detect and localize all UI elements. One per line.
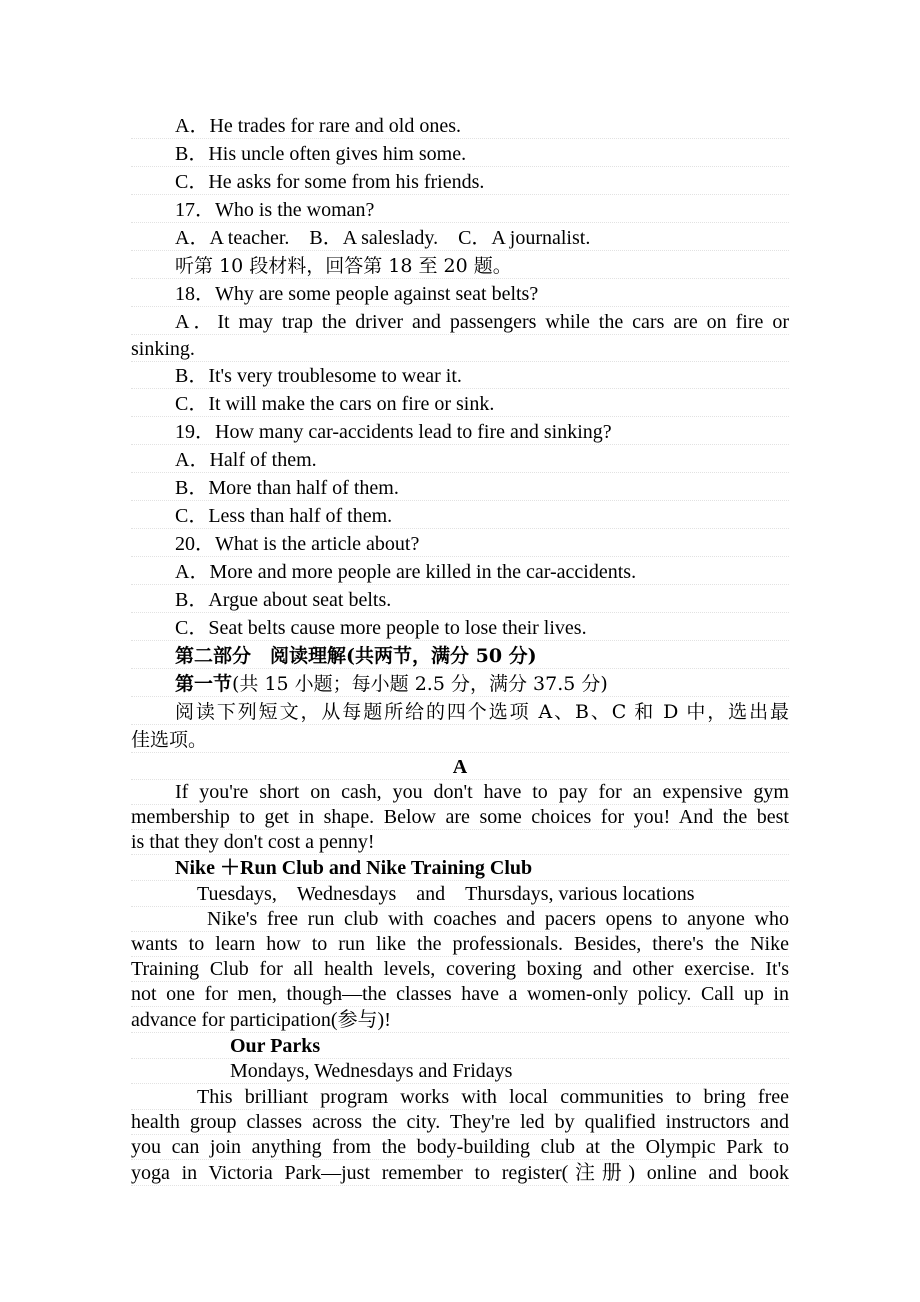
text-line [131, 169, 789, 195]
text-line [131, 727, 789, 753]
text-line [131, 503, 789, 529]
text-line [131, 779, 789, 805]
text-line [131, 699, 789, 725]
text-line [131, 1134, 789, 1160]
text-line [131, 804, 789, 830]
text-line [131, 197, 789, 223]
text-line [131, 1109, 789, 1135]
line-text: 第二部分 阅读理解(共两节，满分 50 分) [175, 645, 537, 667]
text-line [131, 829, 789, 855]
text-line [131, 559, 789, 585]
line-text: A．It may trap the driver and passengers while the cars are on fire or [175, 311, 789, 333]
line-text: B．Argue about seat belts. [175, 589, 392, 611]
text-line [131, 1160, 789, 1186]
line-text: 19．How many car-accidents lead to fire and sinking? [175, 421, 612, 443]
line-text: If you're short on cash, you don't have to pay for an expensive gym [175, 781, 789, 803]
text-line [131, 1084, 789, 1110]
line-text: B．It's very troublesome to wear it. [175, 365, 462, 387]
line-text: is that they don't cost a penny! [131, 831, 375, 853]
text-line [131, 956, 789, 982]
heading-line [131, 754, 789, 780]
line-text: membership to get in shape. Below are some choices for you! And the best [131, 806, 789, 828]
line-text: Mondays, Wednesdays and Fridays [230, 1060, 513, 1082]
line-text: A．More and more people are killed in the car-accidents. [175, 561, 637, 583]
line-text: not one for men, though—the classes have a women-only policy. Call up in [131, 983, 789, 1005]
text-line [131, 447, 789, 473]
text-line [131, 391, 789, 417]
line-text: B．His uncle often gives him some. [175, 143, 467, 165]
line-text: B．More than half of them. [175, 477, 399, 499]
heading-line [131, 1033, 789, 1059]
text-line [131, 1007, 789, 1033]
text-line [131, 475, 789, 501]
line-text: A．A teacher. B．A saleslady. C．A journalist. [175, 227, 591, 249]
text-line [131, 113, 789, 139]
heading-line [131, 855, 789, 881]
line-text: 佳选项。 [131, 729, 208, 751]
text-line [131, 309, 789, 335]
text-line [131, 981, 789, 1007]
line-text: C．It will make the cars on fire or sink. [175, 393, 495, 415]
line-text: advance for participation(参与)! [131, 1009, 391, 1031]
text-line [131, 419, 789, 445]
text-line [131, 931, 789, 957]
text-line [131, 587, 789, 613]
line-text: This brilliant program works with local communities to bring free [197, 1086, 789, 1108]
line-text: A．Half of them. [175, 449, 317, 471]
line-text: yoga in Victoria Park—just remember to register(注册) online and book [131, 1162, 789, 1184]
line-text: C．Seat belts cause more people to lose their lives. [175, 617, 587, 639]
text-line [131, 531, 789, 557]
line-text: you can join anything from the body-building club at the Olympic Park to [131, 1136, 789, 1158]
line-text: Training Club for all health levels, covering boxing and other exercise. It's [131, 958, 789, 980]
text-line [131, 281, 789, 307]
line-text: Nike's free run club with coaches and pacers opens to anyone who [207, 908, 789, 930]
text-line [131, 225, 789, 251]
text-line [131, 363, 789, 389]
text-line [131, 141, 789, 167]
heading-line [131, 643, 789, 669]
line-text: health group classes across the city. They're led by qualified instructors and [131, 1111, 789, 1133]
line-text: A [452, 756, 468, 778]
line-text: 17．Who is the woman? [175, 199, 375, 221]
line-text: C．Less than half of them. [175, 505, 393, 527]
text-line [131, 1058, 789, 1084]
line-text: 20．What is the article about? [175, 533, 420, 555]
text-line [131, 336, 789, 362]
line-text: Our Parks [230, 1035, 321, 1057]
line-text: C．He asks for some from his friends. [175, 171, 485, 193]
line-text: 阅读下列短文，从每题所给的四个选项 A、B、C 和 D 中，选出最 [175, 701, 789, 723]
text-line [131, 881, 789, 907]
text-line [131, 671, 789, 697]
text-line [131, 615, 789, 641]
line-text: sinking. [131, 338, 195, 360]
line-text: (共 15 小题；每小题 2.5 分，满分 37.5 分) [232, 673, 608, 695]
line-text: 听第 10 段材料，回答第 18 至 20 题。 [175, 255, 512, 277]
text-line [131, 906, 789, 932]
line-text: A．He trades for rare and old ones. [175, 115, 462, 137]
bold-prefix: 第一节 [175, 673, 233, 695]
line-text: Nike ＋Run Club and Nike Training Club [175, 857, 533, 879]
line-text: wants to learn how to run like the professionals. Besides, there's the Nike [131, 933, 789, 955]
line-text: 18．Why are some people against seat belts? [175, 283, 539, 305]
line-text: Tuesdays, Wednesdays and Thursdays, various locations [197, 883, 695, 905]
text-line [131, 253, 789, 279]
